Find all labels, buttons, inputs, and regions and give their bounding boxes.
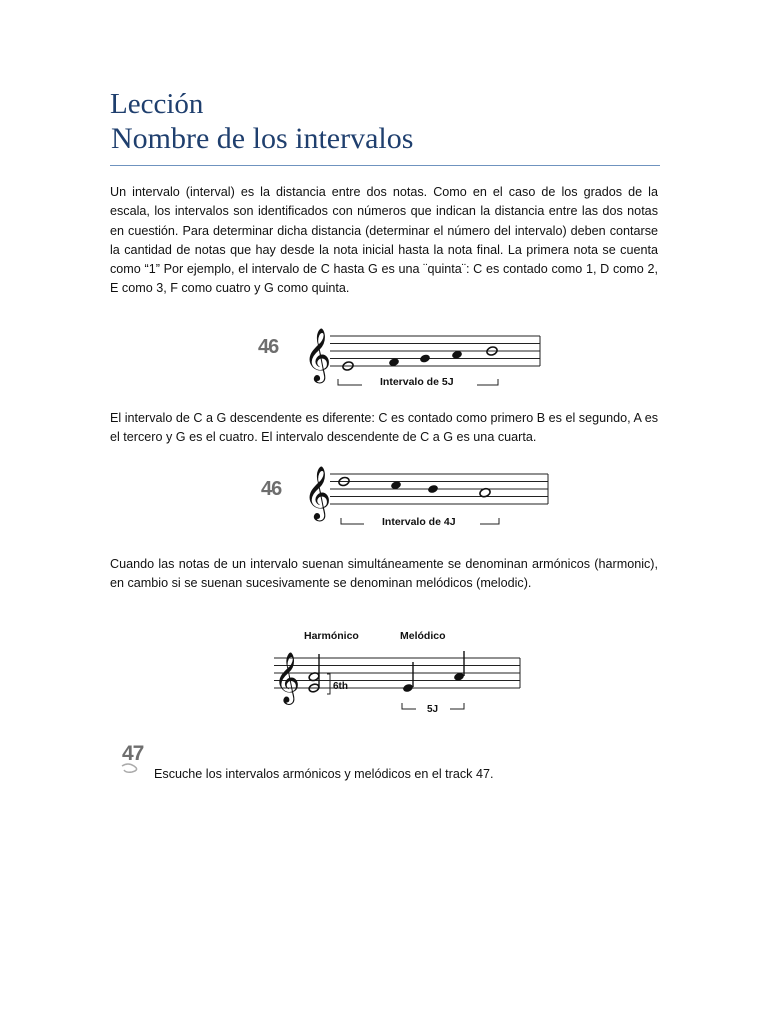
bracket-left [402,703,416,709]
track-47-badge [122,742,143,766]
track-46-badge [258,336,278,359]
intro-paragraph: Un intervalo (interval) es la distancia entre dos notas. Como en el caso de los grados de la escala, los intervalos son identificados con números que indican la distancia entre las dos notas en cuestión. Para determinar dicha distancia (determinar el número del intervalo) deben contarse la cantidad de notas que hay desde la nota inicial hasta la nota final. La primera nota se cuenta como “1” Por ejemplo, el intervalo de C hasta G es una ¨quinta¨: C es contado como 1, D como 2, E como 3, F como cuatro y G como quinta. [110,185,658,296]
note-e [419,353,431,363]
treble-clef-icon: 𝄞 [304,327,332,381]
figure-descending-fourth [300,462,560,534]
harmonic-bracket [327,674,330,694]
bracket-left [338,379,362,385]
cd-track-icon: 47 [122,742,144,765]
page-title: Nombre de los intervalos [111,122,414,155]
treble-clef-icon: 𝄞 [274,652,301,703]
track-number: 46 [258,336,279,358]
bracket-right [480,518,499,524]
listen-instruction: Escuche los intervalos armónicos y melódicos en el track 47. [154,767,494,781]
figure-harmonic-melodic [272,628,532,720]
interval-6th-label: 6th [333,681,348,692]
harmonic-melodic-paragraph: Cuando las notas de un intervalo suenan simultáneamente se denominan armónicos (harmonic), en cambio si se suenan sucesivamente se denominan melódicos (melodic). [110,557,658,591]
track-46-badge [261,478,281,501]
interval-5j-label: 5J [427,704,439,715]
bracket-right [450,703,464,709]
figure-ascending-fifth [300,324,550,396]
lesson-heading: Lección [110,88,204,120]
treble-clef-icon: 𝄞 [304,465,332,519]
note-a [427,484,439,494]
bracket-right [477,379,498,385]
bracket-left [341,518,364,524]
melodic-label: Melódico [400,630,446,642]
swirl-decoration [120,762,142,774]
harmonic-label: Harmónico [304,630,359,642]
interval-label: Intervalo de 4J [382,516,456,528]
interval-label: Intervalo de 5J [380,376,454,388]
title-divider [110,165,660,166]
descending-paragraph: El intervalo de C a G descendente es diferente: C es contado como primero B es el segundo, A es el tercero y G es el cuatro. El intervalo descendente de C a G es una cuarta. [110,411,658,445]
track-number: 46 [261,478,282,500]
